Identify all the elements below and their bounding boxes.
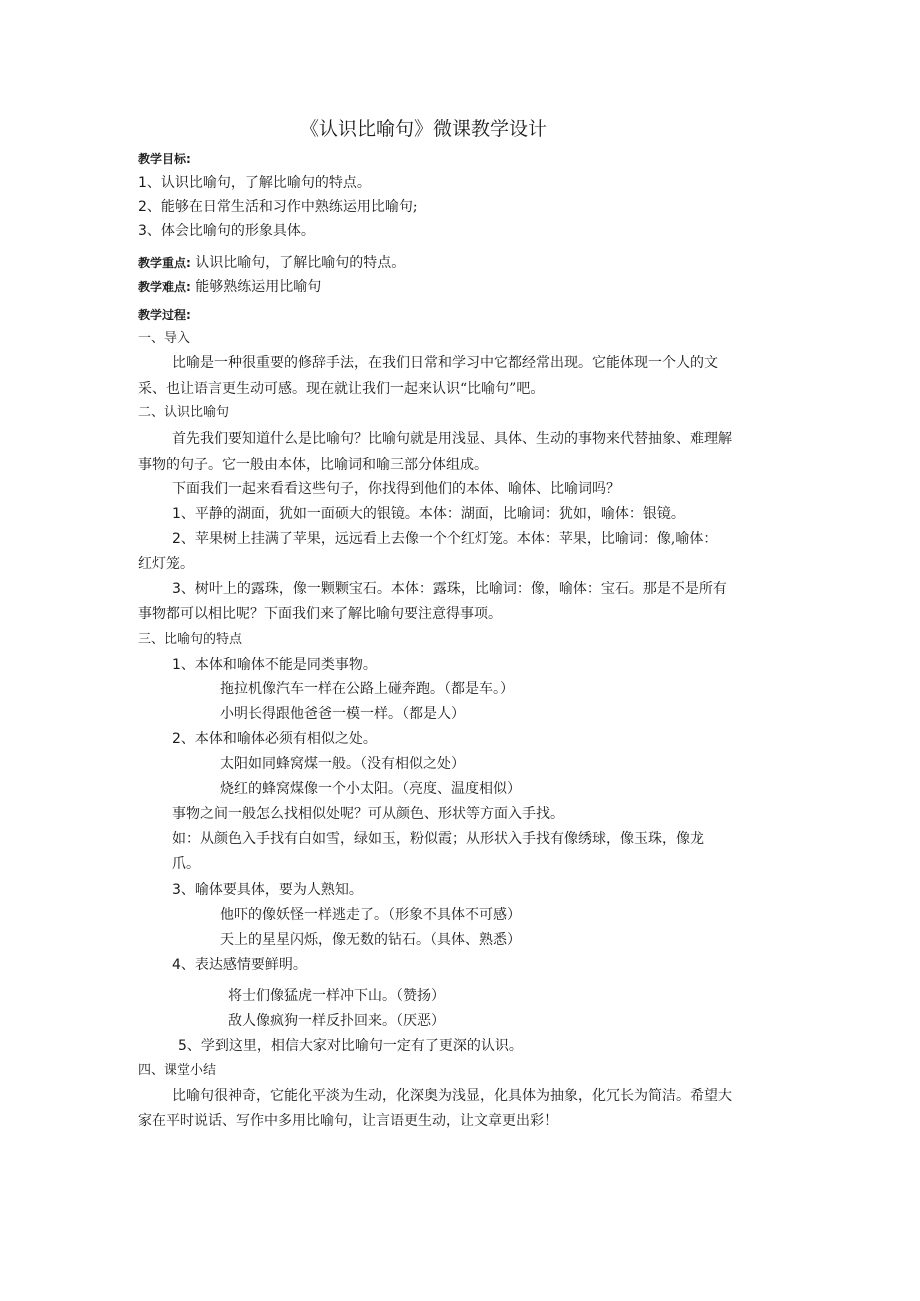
feature-example: 太阳如同蜂窝煤一般。（没有相似之处）: [220, 756, 465, 772]
feature-example: 拖拉机像汽车一样在公路上碰奔跑。（都是车。）: [220, 681, 514, 697]
paragraph-line: 事物之间一般怎么找相似处呢？可从颜色、形状等方面入手找。: [172, 806, 564, 822]
objective-item: 2、能够在日常生活和习作中熟练运用比喻句;: [138, 199, 418, 215]
feature-line: 1、本体和喻体不能是同类事物。: [172, 657, 377, 673]
document-title: 《认识比喻句》微课教学设计: [300, 118, 548, 140]
paragraph-line: 爪。: [172, 856, 200, 872]
example-line: 3、树叶上的露珠，像一颗颗宝石。本体：露珠，比喻词：像，喻体：宝石。那是不是所有: [172, 581, 727, 597]
paragraph-line: 如：从颜色入手找有白如雪，绿如玉，粉似霞；从形状入手找有像绣球，像玉珠，像龙: [172, 831, 704, 847]
feature-example: 烧红的蜂窝煤像一个小太阳。（亮度、温度相似）: [220, 781, 521, 797]
key-point-label: 教学重点:: [138, 256, 191, 270]
paragraph-line: 下面我们一起来看看这些句子，你找得到他们的本体、喻体、比喻词吗？: [172, 481, 620, 497]
paragraph-line: 首先我们要知道什么是比喻句？比喻句就是用浅显、具体、生动的事物来代替抽象、难理解: [172, 431, 732, 447]
process-label: 教学过程:: [138, 308, 191, 322]
example-line: 1、平静的湖面，犹如一面硕大的银镜。本体：湖面，比喻词：犹如，喻体：银镜。: [172, 506, 685, 522]
section-heading: 四、课堂小结: [138, 1063, 217, 1078]
feature-example: 他吓的像妖怪一样逃走了。（形象不具体不可感）: [220, 907, 521, 923]
paragraph-line: 家在平时说话、写作中多用比喻句，让言语更生动，让文章更出彩！: [138, 1113, 558, 1129]
section-heading: 一、导入: [138, 331, 191, 346]
paragraph-line: 比喻是一种很重要的修辞手法，在我们日常和学习中它都经常出现。它能体现一个人的文: [172, 355, 718, 371]
key-point: 教学重点: 认识比喻句，了解比喻句的特点。: [138, 255, 406, 271]
feature-line: 3、喻体要具体，要为人熟知。: [172, 882, 363, 898]
feature-line: 4、表达感情要鲜明。: [172, 957, 307, 973]
feature-line: 5、学到这里，相信大家对比喻句一定有了更深的认识。: [178, 1038, 523, 1054]
paragraph-line: 事物的句子。它一般由本体，比喻词和喻三部分体组成。: [138, 457, 488, 473]
difficulty: 教学难点: 能够熟练运用比喻句: [138, 279, 322, 295]
difficulty-label: 教学难点:: [138, 280, 191, 294]
example-line: 事物都可以相比呢？下面我们来了解比喻句要注意得事项。: [138, 606, 502, 622]
example-line: 红灯笼。: [138, 556, 194, 572]
objectives-label: 教学目标:: [138, 152, 191, 166]
section-heading: 三、比喻句的特点: [138, 632, 243, 647]
section-heading: 二、认识比喻句: [138, 405, 230, 420]
feature-example: 天上的星星闪烁，像无数的钻石。（具体、熟悉）: [220, 932, 521, 948]
objective-item: 1、认识比喻句，了解比喻句的特点。: [138, 175, 371, 191]
feature-line: 2、本体和喻体必须有相似之处。: [172, 731, 377, 747]
feature-example: 将士们像猛虎一样冲下山。（赞扬）: [228, 988, 445, 1004]
objective-item: 3、体会比喻句的形象具体。: [138, 223, 315, 239]
feature-example: 敌人像疯狗一样反扑回来。（厌恶）: [228, 1013, 445, 1029]
feature-example: 小明长得跟他爸爸一模一样。（都是人）: [220, 706, 465, 722]
example-line: 2、苹果树上挂满了苹果，远远看上去像一个个红灯笼。本体：苹果，比喻词：像,喻体：: [172, 531, 718, 547]
paragraph-line: 比喻句很神奇，它能化平淡为生动，化深奥为浅显，化具体为抽象，化冗长为简洁。希望大: [172, 1088, 732, 1104]
paragraph-line: 采、也让语言更生动可感。现在就让我们一起来认识“比喻句”吧。: [138, 381, 545, 397]
